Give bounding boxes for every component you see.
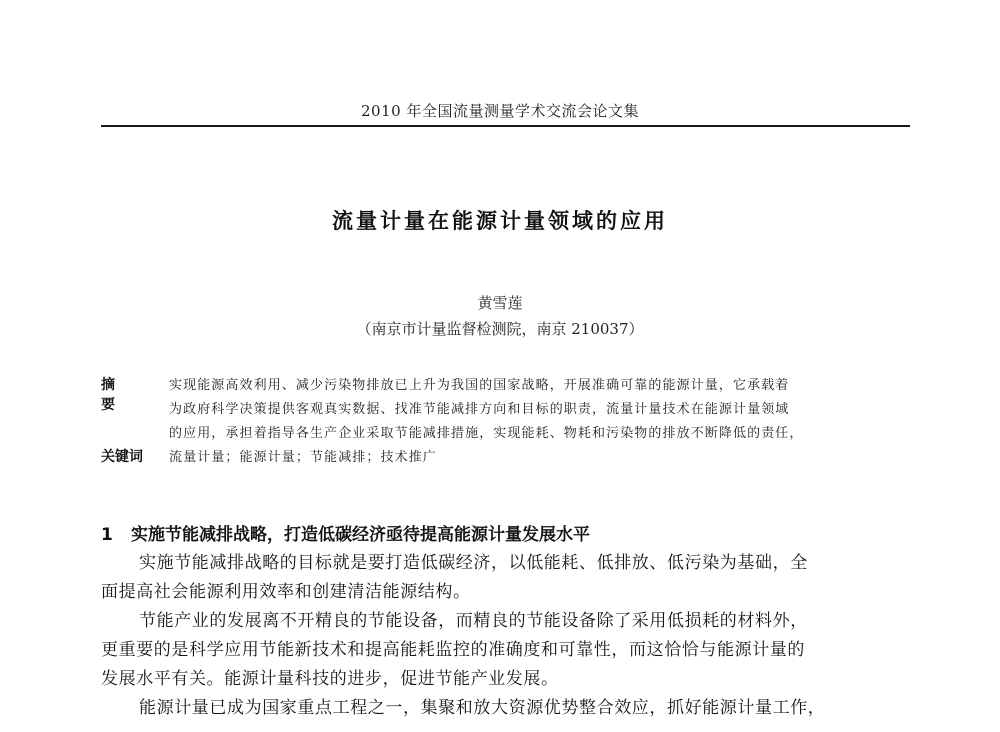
abstract-line: 实现能源高效利用、减少污染物排放已上升为我国的国家战略，开展准确可靠的能源计量，它承载着	[169, 378, 790, 393]
keywords-row	[101, 446, 913, 470]
header-rule	[101, 125, 910, 127]
keywords-text: 流量计量；能源计量；节能减排；技术推广	[169, 450, 437, 465]
paragraph-line: 更重要的是科学应用节能新技术和提高能耗监控的准确度和可靠性，而这恰恰与能源计量的	[101, 640, 805, 660]
author-name: 黄雪莲	[477, 294, 523, 312]
paper-title: 流量计量在能源计量领域的应用	[332, 209, 668, 233]
abstract-row	[101, 422, 913, 446]
running-head: 2010 年全国流量测量学术交流会论文集	[361, 102, 639, 120]
abstract-row	[101, 398, 913, 422]
author-affiliation: （南京市计量监督检测院，南京 210037）	[356, 320, 644, 338]
paragraph-line: 实施节能减排战略的目标就是要打造低碳经济，以低能耗、低排放、低污染为基础，全	[139, 553, 808, 573]
paragraph-line: 发展水平有关。能源计量科技的进步，促进节能产业发展。	[101, 669, 559, 689]
keywords-label: 关键词	[101, 449, 143, 465]
paragraph-line: 面提高社会能源利用效率和创建清洁能源结构。	[101, 582, 471, 602]
paragraph-line: 节能产业的发展离不开精良的节能设备，而精良的节能设备除了采用低损耗的材料外，	[139, 611, 808, 631]
section-number: 1	[101, 525, 113, 545]
paragraph-line: 能源计量已成为国家重点工程之一，集聚和放大资源优势整合效应，抓好能源计量工作，	[139, 698, 826, 718]
abstract-line: 的应用，承担着指导各生产企业采取节能减排措施，实现能耗、物耗和污染物的排放不断降低的责任，	[169, 426, 804, 441]
abstract-label: 摘 要	[101, 377, 127, 413]
abstract-line: 为政府科学决策提供客观真实数据、找准节能减排方向和目标的职责，流量计量技术在能源计量领域	[169, 402, 790, 417]
abstract-block	[101, 374, 913, 470]
section-title: 实施节能减排战略，打造低碳经济亟待提高能源计量发展水平	[131, 525, 590, 545]
body-text	[101, 549, 913, 723]
section-heading	[101, 520, 913, 545]
